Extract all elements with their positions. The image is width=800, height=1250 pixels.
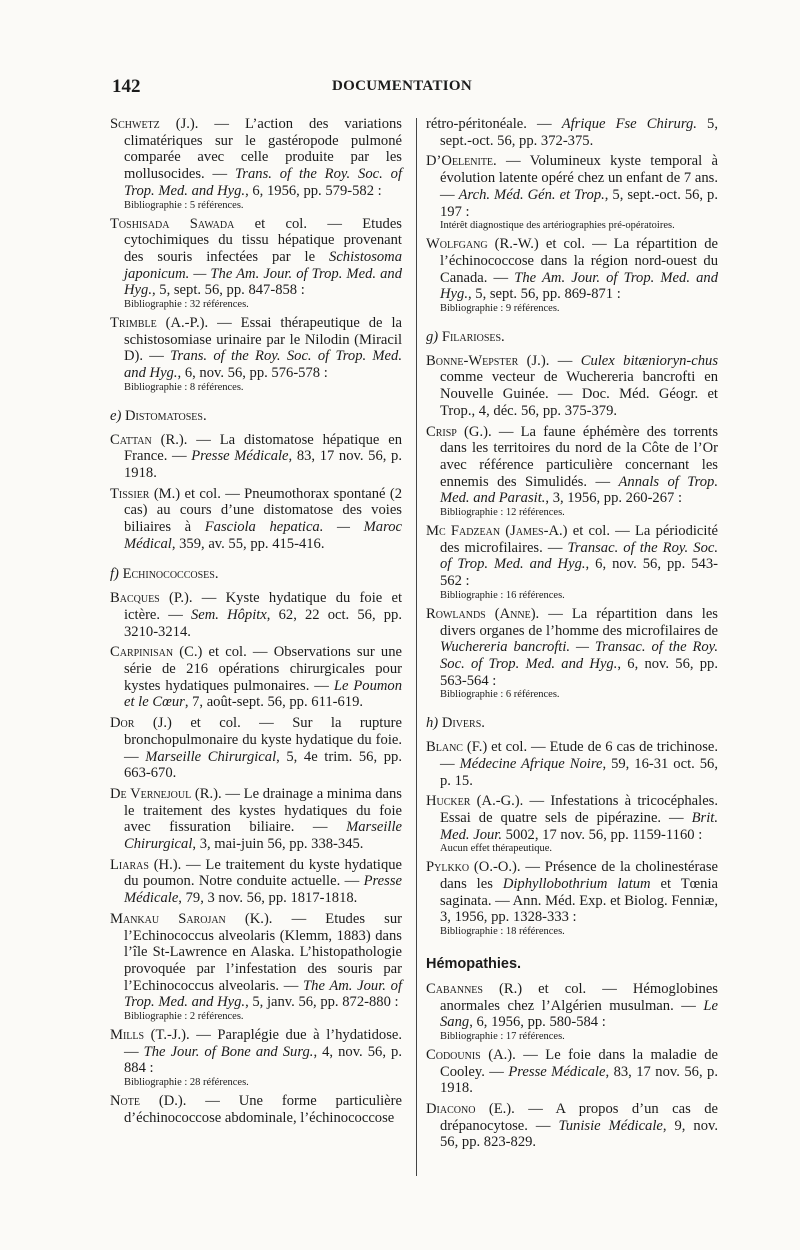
entry-author: De Vernejoul (R.). (110, 785, 222, 802)
reference-entry (110, 590, 402, 640)
entry-title: et col. — Sur la rupture bronchopulmonaire du kyste hydatique du foie. — (124, 715, 402, 765)
entry-title: et col. — Observations sur une série de 216 opérations chirurgicales pour kystes hydatiques pulmonaires. — (124, 644, 402, 694)
entry-details: , 5, sept. 56, pp. 869-871 : (467, 286, 621, 303)
entry-author: Wolfgang (R.-W.) (426, 236, 539, 253)
reference-entry (110, 432, 402, 482)
entry-journal: Annals of Trop. Med. and Parasit. (440, 473, 718, 507)
entry-title: — L’action des variations climatériques sur le gastéropode pulmoné comparée avec celle produite par les mollusocides. — (124, 116, 402, 183)
entry-details: , 6, nov. 56, pp. 563-564 : (440, 655, 719, 689)
entry-author: Toshisada Sawada (110, 215, 235, 232)
entry-journal: Sem. Hôpitx (190, 606, 267, 623)
page-header (112, 76, 692, 102)
entry-bibliography: Bibliographie : 12 références. (440, 507, 565, 519)
entry-list (110, 432, 402, 553)
entry-author: Bonne-Wepster (J.). (426, 352, 550, 369)
entry-author: Mankau Sarojan (K.). (110, 910, 273, 927)
entry-author: Crisp (G.). (426, 423, 492, 440)
entry-journal: Marseille Chirurgical (145, 748, 277, 765)
entry-title: — Le traitement du kyste hydatique du poumon. Notre conduite actuelle. — (124, 856, 403, 890)
entry-author: Mc Fadzean (James-A.) (426, 523, 568, 540)
entry-title: — Le foie dans la maladie de Cooley. — (440, 1046, 718, 1080)
entry-author: Mills (T.-J.). (110, 1027, 190, 1044)
entry-title: et col. — Etude de 6 cas de trichinose. — (440, 739, 719, 772)
entry-journal: Presse Médicale (191, 448, 289, 465)
entry-journal: Afrique Fse Chirurg. (561, 116, 697, 132)
entry-bibliography: Bibliographie : 18 références. (440, 926, 565, 938)
entry-author: Codounis (A.). (426, 1046, 516, 1063)
entry-title: — A propos d’un cas de drépanocytose. — (440, 1101, 718, 1134)
entry-author: Diacono (E.). (426, 1101, 515, 1118)
entry-title: — La répartition dans les divers organes de l’homme des microfilaires de (440, 605, 718, 639)
entry-author: Blanc (F.) (426, 739, 488, 756)
entry-bibliography: Bibliographie : 16 références. (440, 589, 565, 601)
entry-author: Bacques (P.). (110, 590, 193, 607)
entry-details: , 5, sept.-oct. 56, p. 197 : (440, 186, 718, 220)
entry-journal: Le Sang (440, 997, 718, 1031)
entry-journal: Wuchereria bancrofti. — Transac. of the Roy. Soc. of Trop. Med. and Hyg. (440, 639, 718, 672)
reference-entry (426, 353, 718, 420)
entry-list (426, 116, 718, 315)
entry-journal: The Am. Jour. of Trop. Med. and Hyg. (124, 977, 402, 1011)
entry-details: , 83, 17 nov. 56, p. 1918. (124, 448, 402, 481)
entry-journal: Brit. Med. Jour. (440, 809, 718, 843)
reference-entry (426, 793, 718, 855)
entry-title: rétro-péritonéale. — (426, 116, 562, 132)
entry-details: , 5, sept. 56, pp. 847-858 : (151, 282, 305, 299)
entry-author: Trimble (A.-P.). (110, 315, 209, 332)
section-heading: e) Distomatoses. (110, 407, 207, 424)
column-divider (416, 118, 417, 1176)
reference-entry (426, 1101, 718, 1151)
entry-title: — Présence de la cholinestérase dans les (440, 859, 718, 893)
reference-entry (426, 606, 718, 702)
entry-bibliography: Intérêt diagnostique des artériographies pré-opératoires. (440, 220, 675, 232)
entry-journal: Culex bitænioryn-chus (580, 352, 718, 369)
entry-bibliography: Bibliographie : 9 références. (440, 303, 560, 315)
entry-details: , 6, nov. 56, pp. 543-562 : (440, 556, 718, 590)
entry-list (426, 981, 718, 1151)
entry-author: Cattan (R.). (110, 431, 188, 448)
entry-journal: Arch. Méd. Gén. et Trop. (458, 186, 605, 203)
entry-title: — Une forme particulière d’échinococcose abdominale, l’échinococcose (124, 1093, 402, 1126)
entry-author: Schwetz (J.). (110, 116, 199, 132)
entry-title: — Infestations à tricocéphales. Essai de quatre sels de pipérazine. — (440, 793, 719, 826)
entry-journal: Fasciola hepatica. — Maroc Médical (124, 519, 402, 552)
reference-entry (110, 644, 402, 711)
reference-entry (110, 715, 402, 782)
reference-entry (426, 1047, 718, 1097)
entry-details: , 7, août-sept. 56, pp. 611-619. (184, 694, 364, 711)
entry-journal: The Jour. of Bone and Surg. (143, 1043, 314, 1060)
entry-journal: Le Poumon et le Cœur (124, 677, 402, 711)
entry-title: et col. — Etudes cytochimiques du tissu hépatique provenant des souris infectées par le (124, 215, 402, 265)
entry-bibliography: Aucun effet thérapeutique. (440, 843, 553, 855)
entry-author: Pylkko (O.-O.). (426, 859, 521, 876)
entry-title: — Paraplégie due à l’hydatidose. — (124, 1027, 402, 1060)
entry-details: , 5, janv. 56, pp. 872-880 : (245, 994, 399, 1011)
entry-details: , 3, 1956, pp. 260-267 : (545, 490, 683, 507)
entry-details: 5002, 17 nov. 56, pp. 1159-1160 : (502, 826, 703, 843)
reference-entry (110, 1093, 402, 1126)
entry-bibliography: Bibliographie : 28 références. (124, 1077, 249, 1089)
page-number: 142 (112, 76, 141, 97)
entry-title: — Etudes sur l’Echinococcus alveolaris (Klemm, 1883) dans l’île St-Lawrence en Alaska. L’histopathologie provoquée par l’infestation des souris par l’Echinococcus alveolaris. — (124, 910, 402, 994)
entry-journal: Diphyllobothrium latum (502, 876, 651, 893)
entry-author: Note (D.). (110, 1093, 187, 1110)
reference-entry (426, 116, 718, 149)
entry-author: Tissier (M.) (110, 485, 181, 502)
reference-entry (426, 236, 718, 315)
right-column (426, 116, 718, 1155)
entry-journal: Marseille Chirurgical (124, 819, 402, 853)
entry-details: , 83, 17 nov. 56, p. 1918. (440, 1063, 718, 1097)
reference-entry (426, 859, 718, 938)
entry-details: et Tœnia saginata. — Ann. Méd. Exp. et Biolog. Fenniæ, 3, 1956, pp. 1328-333 : (440, 876, 718, 926)
entry-title: et col. — Pneumothorax spontané (2 cas) au cours d’une distomatose des voies biliaires à (124, 485, 402, 536)
entry-details: , 62, 22 oct. 56, pp. 3210-3214. (124, 606, 402, 640)
entry-details: , 3, mai-juin 56, pp. 338-345. (192, 836, 364, 853)
entry-author: Dor (J.) (110, 715, 172, 732)
reference-entry (426, 424, 718, 520)
reference-entry (110, 116, 402, 212)
entry-journal: Médecine Afrique Noire (459, 755, 603, 772)
reference-entry (426, 739, 718, 789)
reference-entry (110, 1027, 402, 1089)
entry-details: , 5, 4e trim. 56, pp. 663-670. (124, 748, 402, 782)
entry-title: — Kyste hydatique du foie et ictère. — (124, 590, 402, 623)
entry-bibliography: Bibliographie : 2 références. (124, 1011, 244, 1023)
entry-journal: Schistosoma japonicum. — The Am. Jour. of Trop. Med. and Hyg. (124, 248, 402, 299)
entry-bibliography: Bibliographie : 8 références. (124, 381, 244, 393)
entry-list (426, 739, 718, 938)
entry-author: Rowlands (Anne). (426, 605, 540, 622)
entry-title: — La faune éphémère des torrents dans les territoires du nord de la Côte de l’Or avec référence particulière concernant les ennemis des Simulidés. — (440, 423, 718, 490)
section-heading: f) Echinococcoses. (110, 566, 219, 583)
entry-author: Cabannes (R.) (426, 980, 523, 997)
entry-title: — Le drainage a minima dans le traitement des kystes hydatiques du foie avec fissuration biliaire. — (124, 785, 402, 836)
reference-entry (110, 315, 402, 394)
entry-title: et col. — La périodicité des microfilaires. — (440, 523, 718, 556)
entry-details: , 59, 16-31 oct. 56, p. 15. (440, 755, 718, 789)
entry-details: , 79, 3 nov. 56, pp. 1817-1818. (178, 890, 358, 907)
entry-details: , 6, 1956, pp. 580-584 : (469, 1014, 606, 1031)
entry-title: et col. — Hémoglobines anormales chez l’Algérien musulman. — (440, 980, 718, 1014)
entry-author: Liaras (H.). (110, 856, 182, 873)
reference-entry (110, 786, 402, 853)
section-heading-major: Hémopathies. (426, 956, 522, 973)
reference-entry (426, 981, 718, 1043)
entry-details: 5, sept.-oct. 56, pp. 372-375. (440, 116, 718, 149)
entry-title: et col. — La répartition de l’échinococcose dans la région nord-ouest du Canada. — (440, 236, 718, 286)
reference-entry (110, 857, 402, 907)
entry-journal: Trans. of the Roy. Soc. of Trop. Med. and Hyg. (124, 166, 402, 199)
entry-title: — (549, 352, 581, 369)
entry-author: Hucker (A.-G.). (426, 793, 524, 810)
entry-details: , 359, av. 55, pp. 415-416. (171, 535, 325, 552)
reference-entry (110, 911, 402, 1023)
entry-details: , 9, nov. 56, pp. 823-829. (440, 1117, 718, 1151)
entry-journal: The Am. Jour. of Trop. Med. and Hyg. (440, 269, 718, 303)
entry-journal: Presse Médicale (508, 1063, 606, 1080)
entry-author: Carpinisan (C.) (110, 644, 203, 661)
entry-bibliography: Bibliographie : 5 références. (124, 199, 244, 211)
left-column (110, 116, 402, 1131)
entry-details: , 4, nov. 56, p. 884 : (124, 1043, 402, 1077)
entry-details: , 6, 1956, pp. 579-582 : (245, 182, 382, 199)
entry-list (426, 353, 718, 702)
entry-title: — La distomatose hépatique en France. — (124, 431, 403, 465)
entry-journal: Tunisie Médicale (558, 1117, 663, 1134)
entry-title: — Essai thérapeutique de la schistosomiase urinaire par le Nilodin (Miracil D). — (124, 315, 403, 365)
entry-journal: Trans. of the Roy. Soc. of Trop. Med. and Hyg. (124, 348, 402, 382)
entry-title: — Volumineux kyste temporal à évolution latente opéré chez un enfant de 7 ans. — (440, 153, 718, 203)
entry-list (110, 116, 402, 394)
entry-bibliography: Bibliographie : 6 références. (440, 689, 560, 701)
entry-journal: Transac. of the Roy. Soc. of Trop. Med. and Hyg. (440, 539, 719, 573)
running-title: DOCUMENTATION (331, 78, 472, 94)
reference-entry (110, 486, 402, 553)
entry-details: , 6, nov. 56, pp. 576-578 : (177, 365, 328, 382)
entry-list (110, 590, 402, 1126)
entry-journal: Presse Médicale (124, 873, 402, 907)
entry-bibliography: Bibliographie : 17 références. (440, 1030, 565, 1042)
section-heading: h) Divers. (426, 715, 485, 732)
entry-details: comme vecteur de Wuchereria bancrofti en Nouvelle Guinée. — Doc. Méd. Géogr. et Trop., 4, déc. 56, pp. 375-379. (440, 369, 718, 419)
reference-entry (110, 216, 402, 312)
reference-entry (426, 523, 718, 602)
entry-bibliography: Bibliographie : 32 références. (124, 299, 249, 311)
section-heading: g) Filarioses. (426, 329, 505, 346)
entry-author: D’Oelenite. (426, 153, 497, 170)
reference-entry (426, 153, 718, 232)
